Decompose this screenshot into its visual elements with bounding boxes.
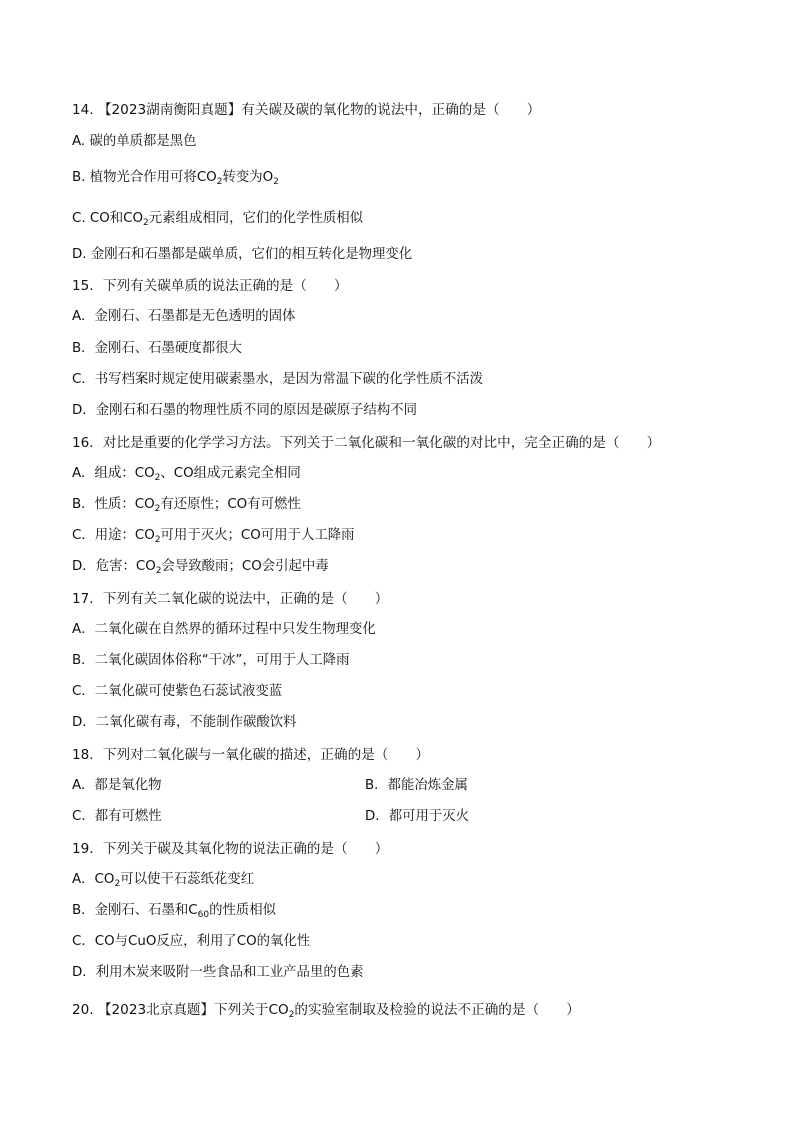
question-15-option-c: C．书写档案时规定使用碳素墨水，是因为常温下碳的化学性质不活泼 bbox=[72, 372, 484, 387]
question-17-option-b: B．二氧化碳固体俗称“干冰”，可用于人工降雨 bbox=[72, 653, 350, 668]
question-14-option-a: A. 碳的单质都是黑色 bbox=[72, 134, 197, 149]
question-16-option-c: C．用途：$CO_2$可用于灭火；CO可用于人工降雨 bbox=[72, 528, 355, 545]
question-16-option-a: A．组成：$CO_2$、CO组成元素完全相同 bbox=[72, 466, 301, 483]
question-15-option-b: B．金刚石、石墨硬度都很大 bbox=[72, 341, 242, 356]
question-17-stem: 17．下列有关二氧化碳的说法中，正确的是（ ） bbox=[72, 591, 389, 607]
question-19-option-d: D．利用木炭来吸附一些食品和工业产品里的色素 bbox=[72, 965, 364, 980]
question-17-option-c: C．二氧化碳可使紫色石蕊试液变蓝 bbox=[72, 684, 283, 699]
question-15-stem: 15．下列有关碳单质的说法正确的是（ ） bbox=[72, 278, 348, 294]
question-17-option-a: A．二氧化碳在自然界的循环过程中只发生物理变化 bbox=[72, 622, 376, 637]
question-15-option-d: D．金刚石和石墨的物理性质不同的原因是碳原子结构不同 bbox=[72, 403, 418, 418]
question-18-option-b: B．都能冶炼金属 bbox=[365, 778, 468, 793]
question-14-option-c: C. CO和$CO_2$元素组成相同，它们的化学性质相似 bbox=[72, 211, 364, 228]
question-14-stem: 14. 【2023湖南衡阳真题】有关碳及碳的氧化物的说法中，正确的是（ ） bbox=[72, 102, 541, 118]
question-18-option-c: C．都有可燃性 bbox=[72, 809, 162, 824]
question-20-stem: 20. 【2023北京真题】下列关于$CO_2$的实验室制取及检验的说法不正确的是（ ） bbox=[72, 1002, 580, 1020]
question-15-option-a: A．金刚石、石墨都是无色透明的固体 bbox=[72, 309, 296, 324]
question-14-option-d: D. 金刚石和石墨都是碳单质，它们的相互转化是物理变化 bbox=[72, 247, 413, 262]
question-16-option-b: B．性质：$CO_2$有还原性；CO有可燃性 bbox=[72, 497, 301, 514]
question-19-option-a: A．$CO_2$可以使干石蕊纸花变红 bbox=[72, 872, 255, 889]
question-19-option-c: C．CO与CuO反应，利用了CO的氧化性 bbox=[72, 934, 311, 949]
question-16-stem: 16．对比是重要的化学学习方法。下列关于二氧化碳和一氧化碳的对比中，完全正确的是（ ） bbox=[72, 435, 661, 451]
question-14-option-b: B. 植物光合作用可将$CO_2$转变为$O_2$ bbox=[72, 170, 279, 187]
question-18-stem: 18．下列对二氧化碳与一氧化碳的描述，正确的是（ ） bbox=[72, 747, 430, 763]
question-19-option-b: B．金刚石、石墨和$C_{60}$的性质相似 bbox=[72, 903, 277, 920]
question-17-option-d: D．二氧化碳有毒，不能制作碳酸饮料 bbox=[72, 715, 297, 730]
question-16-option-d: D．危害：$CO_2$会导致酸雨；CO会引起中毒 bbox=[72, 559, 329, 576]
question-18-option-d: D．都可用于灭火 bbox=[365, 809, 470, 824]
question-18-option-a: A．都是氧化物 bbox=[72, 778, 162, 793]
question-19-stem: 19．下列关于碳及其氧化物的说法正确的是（ ） bbox=[72, 841, 389, 857]
